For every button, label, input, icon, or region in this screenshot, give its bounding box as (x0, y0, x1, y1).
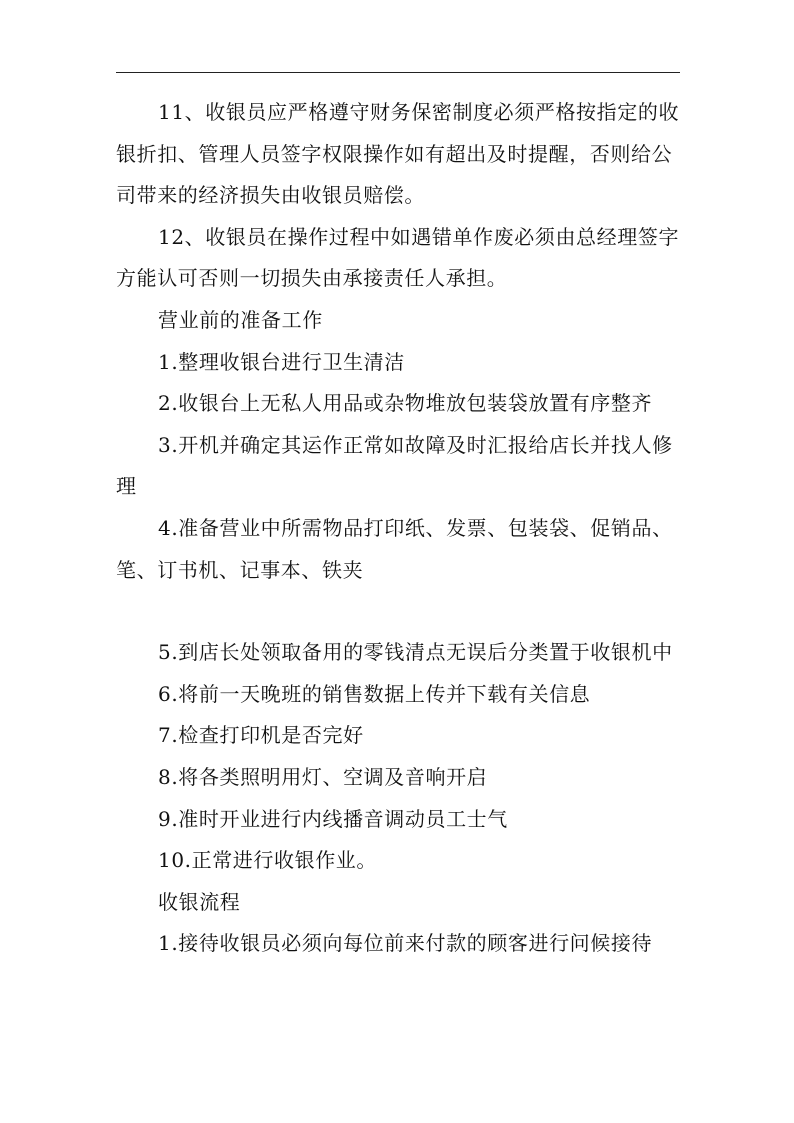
prep-item-7: 7.检查打印机是否完好 (158, 723, 364, 748)
paragraph-12: 12、收银员在操作过程中如遇错单作废必须由总经理签字方能认可否则一切损失由承接责任人承担。 (116, 224, 680, 291)
header-rule (116, 72, 680, 73)
prep-item-8: 8.将各类照明用灯、空调及音响开启 (158, 764, 488, 789)
document-body (116, 92, 686, 965)
prep-item-1: 1.整理收银台进行卫生清洁 (158, 349, 405, 374)
prep-item-3: 3.开机并确定其运作正常如故障及时汇报给店长并找人修理 (116, 432, 673, 499)
prep-item-4: 4.准备营业中所需物品打印纸、发票、包装袋、促销品、笔、订书机、记事本、铁夹 (116, 515, 673, 582)
section-heading-preparation: 营业前的准备工作 (158, 307, 323, 332)
prep-item-10: 10.正常进行收银作业。 (158, 848, 378, 873)
blank-line (116, 591, 686, 632)
prep-item-2: 2.收银台上无私人用品或杂物堆放包装袋放置有序整齐 (158, 391, 653, 416)
process-item-1: 1.接待收银员必须向每位前来付款的顾客进行问候接待 (158, 931, 653, 956)
section-heading-cashier-process: 收银流程 (158, 889, 241, 914)
prep-item-6: 6.将前一天晚班的销售数据上传并下载有关信息 (158, 681, 591, 706)
prep-item-9: 9.准时开业进行内线播音调动员工士气 (158, 806, 508, 831)
paragraph-11: 11、收银员应严格遵守财务保密制度必须严格按指定的收银折扣、管理人员签字权限操作如有超出及时提醒，否则给公司带来的经济损失由收银员赔偿。 (116, 100, 680, 208)
prep-item-5: 5.到店长处领取备用的零钱清点无误后分类置于收银机中 (158, 640, 673, 665)
